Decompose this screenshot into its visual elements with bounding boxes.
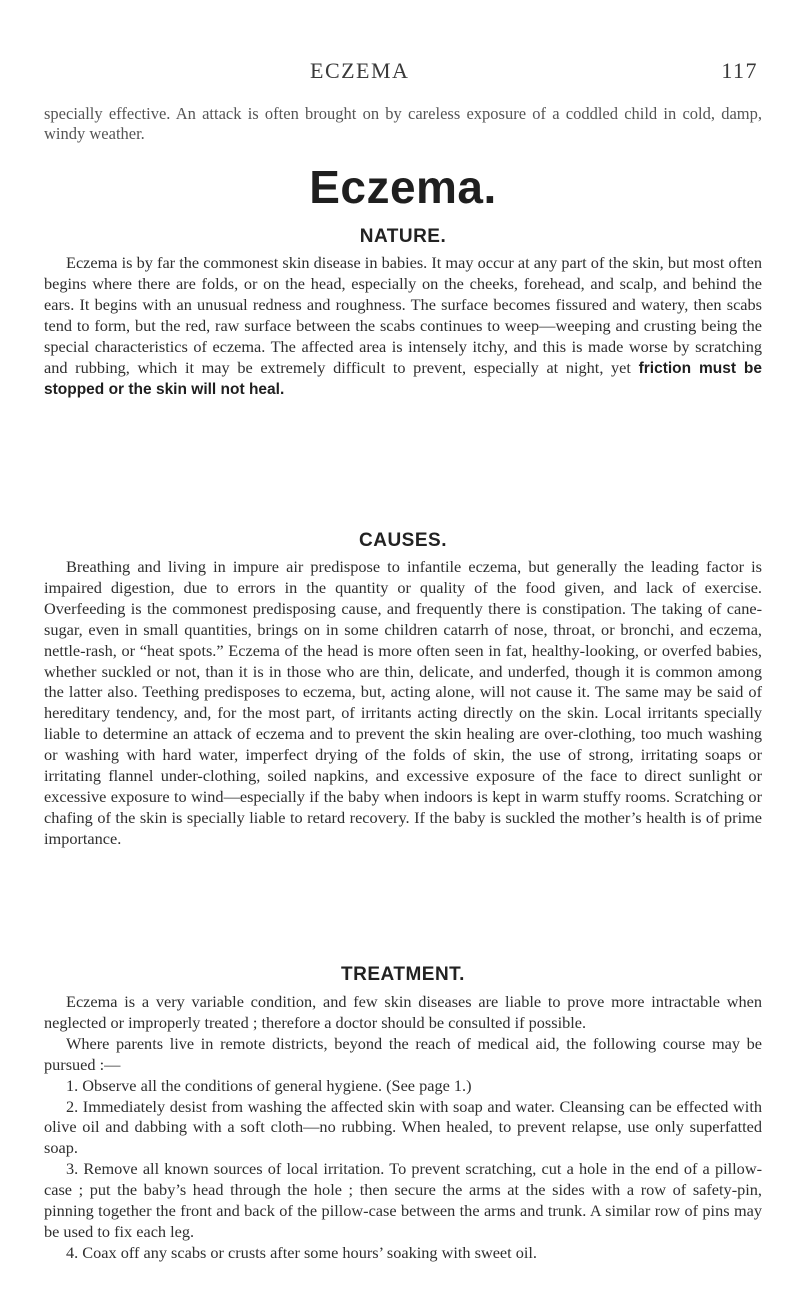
nature-paragraph	[44, 253, 762, 401]
running-title: ECZEMA	[310, 58, 410, 83]
treatment-list-item: 3. Remove all known sources of local irritation. To prevent scratching, cut a hole in the end of a pillow-case ; put the baby’s head through the hole ; then secure the arms at the sides with a row of safety-pin, pinning together the front and back of the pillow-case between the arms and trunk. A similar row of pins may be used to fix each leg.	[44, 1159, 762, 1241]
treatment-list-item: 2. Immediately desist from washing the affected skin with soap and water. Cleansing can be effected with olive oil and dabbing with a soft cloth—no rubbing. When healed, to prevent relapse, use only superfatted soap.	[44, 1096, 762, 1158]
running-head	[44, 58, 762, 88]
continued-paragraph: specially effective. An attack is often brought on by careless exposure of a coddled child in cold, damp, windy weather.	[44, 104, 762, 143]
nature-emphasis: friction must be stopped or the skin will not heal.	[44, 359, 763, 399]
section-heading-causes: CAUSES.	[359, 530, 447, 551]
chapter-title: Eczema.	[309, 161, 497, 213]
treatment-paragraph: Eczema is a very variable condition, and few skin diseases are liable to prove more intractable when neglected or improperly treated ; therefore a doctor should be consulted if possible.	[44, 992, 762, 1032]
treatment-list-item: 4. Coax off any scabs or crusts after some hours’ soaking with sweet oil.	[66, 1242, 538, 1262]
section-heading-treatment: TREATMENT.	[341, 964, 465, 985]
causes-paragraph: Breathing and living in impure air predispose to infantile eczema, but generally the leading factor is impaired digestion, due to errors in the quantity or quality of the food given, and lack of exercise. Overfeeding is the commonest predisposing cause, and frequently there is constipation. The taking of cane-sugar, even in small quantities, brings on in some children catarrh of nose, throat, or bronchi, and eczema, nettle-rash, or “heat spots.” Eczema of the head is more often seen in fat, healthy-looking, or overfed babies, whether suckled or not, than it is in those who are thin, delicate, and underfed, though it is common among the latter also. Teething predisposes to eczema, but, acting alone, will not cause it. The same may be said of hereditary tendency, and, for the most part, of irritants acting directly on the skin. Local irritants specially liable to determine an attack of eczema and to prevent the skin healing are over-clothing, too much washing or washing with hard water, imperfect drying of the folds of skin, the use of strong, irritating soaps or irritating flannel under-clothing, soiled napkins, and excessive exposure of the face to direct sunlight or excessive exposure to wind—especially if the baby when indoors is kept in warm stuffy rooms. Scratching or chafing of the skin is specially liable to retard recovery. If the baby is suckled the mother’s health is of prime importance.	[44, 557, 762, 848]
page-number: 117	[721, 58, 758, 83]
treatment-list-item: 1. Observe all the conditions of general hygiene. (See page 1.)	[66, 1075, 472, 1095]
nature-text: Eczema is by far the commonest skin disease in babies. It may occur at any part of the skin, but most often begins where there are folds, or on the head, especially on the cheeks, forehead, and scalp, and behind the ears. It begins with an unusual redness and roughness. The surface becomes fissured and watery, then scabs tend to form, but the red, raw surface between the scabs continues to weep—weeping and crusting being the special characteristics of eczema. The affected area is intensely itchy, and this is made worse by scratching and rubbing, which it may be extremely difficult to prevent, especially at night, yet	[44, 253, 762, 377]
section-heading-nature: NATURE.	[359, 226, 447, 247]
treatment-body	[44, 992, 762, 1264]
treatment-paragraph: Where parents live in remote districts, beyond the reach of medical aid, the following course may be pursued :—	[44, 1033, 762, 1074]
